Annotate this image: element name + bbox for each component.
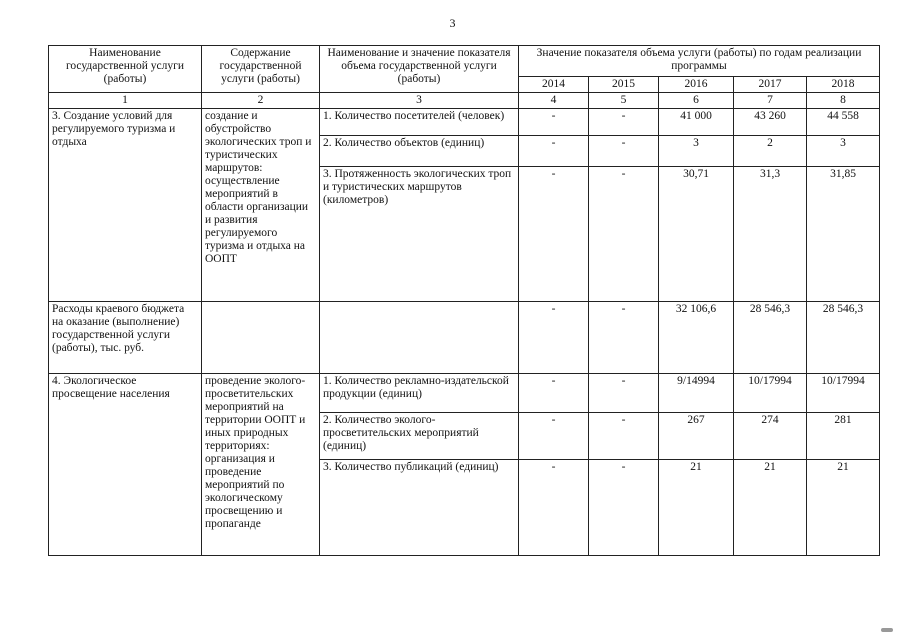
value-2017: 43 260 (734, 109, 807, 136)
value-2017: 31,3 (734, 167, 807, 302)
services-table (48, 45, 880, 556)
column-number: 7 (734, 93, 807, 109)
service-name-4: 4. Экологическое просвещение населения (49, 374, 202, 556)
value-2018: 28 546,3 (807, 302, 880, 374)
empty-cell (320, 302, 519, 374)
scan-mark (881, 628, 893, 632)
service-content-3: создание и обустройство экологических троп и туристических маршрутов: осуществление мероприятий в области организации и развития регулируемого туризма и отдыха на ООПТ (202, 109, 320, 302)
value-2016: 267 (659, 413, 734, 460)
value-2014: - (519, 374, 589, 413)
value-2014: - (519, 413, 589, 460)
value-2014: - (519, 136, 589, 167)
header-service-content: Содержание государственной услуги (работы) (202, 46, 320, 93)
value-2014: - (519, 109, 589, 136)
value-2017: 10/17994 (734, 374, 807, 413)
value-2016: 3 (659, 136, 734, 167)
header-row (49, 46, 880, 77)
value-2015: - (589, 109, 659, 136)
value-2018: 21 (807, 460, 880, 556)
expenses-label: Расходы краевого бюджета на оказание (выполнение) государственной услуги (работы), тыс. руб. (49, 302, 202, 374)
value-2015: - (589, 374, 659, 413)
value-2018: 281 (807, 413, 880, 460)
header-service-name: Наименование государственной услуги (работы) (49, 46, 202, 93)
table-row (49, 109, 880, 136)
column-number: 4 (519, 93, 589, 109)
value-2014: - (519, 167, 589, 302)
indicator-name: 3. Протяженность экологических троп и туристических маршрутов (километров) (320, 167, 519, 302)
header-year: 2014 (519, 77, 589, 93)
value-2017: 2 (734, 136, 807, 167)
page-number: 3 (449, 16, 456, 30)
value-2016: 41 000 (659, 109, 734, 136)
value-2018: 31,85 (807, 167, 880, 302)
value-2016: 21 (659, 460, 734, 556)
value-2016: 30,71 (659, 167, 734, 302)
indicator-name: 2. Количество эколого-просветительских мероприятий (единиц) (320, 413, 519, 460)
column-numbers-row (49, 93, 880, 109)
value-2015: - (589, 302, 659, 374)
value-2018: 10/17994 (807, 374, 880, 413)
header-indicator: Наименование и значение показателя объема государственной услуги (работы) (320, 46, 519, 93)
value-2017: 21 (734, 460, 807, 556)
expenses-row (49, 302, 880, 374)
value-2017: 274 (734, 413, 807, 460)
column-number: 2 (202, 93, 320, 109)
value-2015: - (589, 413, 659, 460)
indicator-name: 1. Количество рекламно-издательской продукции (единиц) (320, 374, 519, 413)
column-number: 3 (320, 93, 519, 109)
value-2018: 3 (807, 136, 880, 167)
value-2015: - (589, 136, 659, 167)
header-year: 2016 (659, 77, 734, 93)
column-number: 8 (807, 93, 880, 109)
service-name-3: 3. Создание условий для регулируемого туризма и отдыха (49, 109, 202, 302)
empty-cell (202, 302, 320, 374)
header-values-group: Значение показателя объема услуги (работы) по годам реализации программы (519, 46, 880, 77)
value-2017: 28 546,3 (734, 302, 807, 374)
value-2015: - (589, 167, 659, 302)
value-2015: - (589, 460, 659, 556)
value-2014: - (519, 302, 589, 374)
header-year: 2017 (734, 77, 807, 93)
value-2016: 32 106,6 (659, 302, 734, 374)
service-content-4: проведение эколого-просветительских мероприятий на территории ООПТ и иных природных территориях: организация и проведение мероприятий по экологическому просвещению и пропаганде (202, 374, 320, 556)
value-2014: - (519, 460, 589, 556)
indicator-name: 3. Количество публикаций (единиц) (320, 460, 519, 556)
column-number: 6 (659, 93, 734, 109)
indicator-name: 2. Количество объектов (единиц) (320, 136, 519, 167)
value-2016: 9/14994 (659, 374, 734, 413)
header-year: 2015 (589, 77, 659, 93)
table-row (49, 374, 880, 413)
column-number: 1 (49, 93, 202, 109)
header-year: 2018 (807, 77, 880, 93)
indicator-name: 1. Количество посетителей (человек) (320, 109, 519, 136)
column-number: 5 (589, 93, 659, 109)
value-2018: 44 558 (807, 109, 880, 136)
